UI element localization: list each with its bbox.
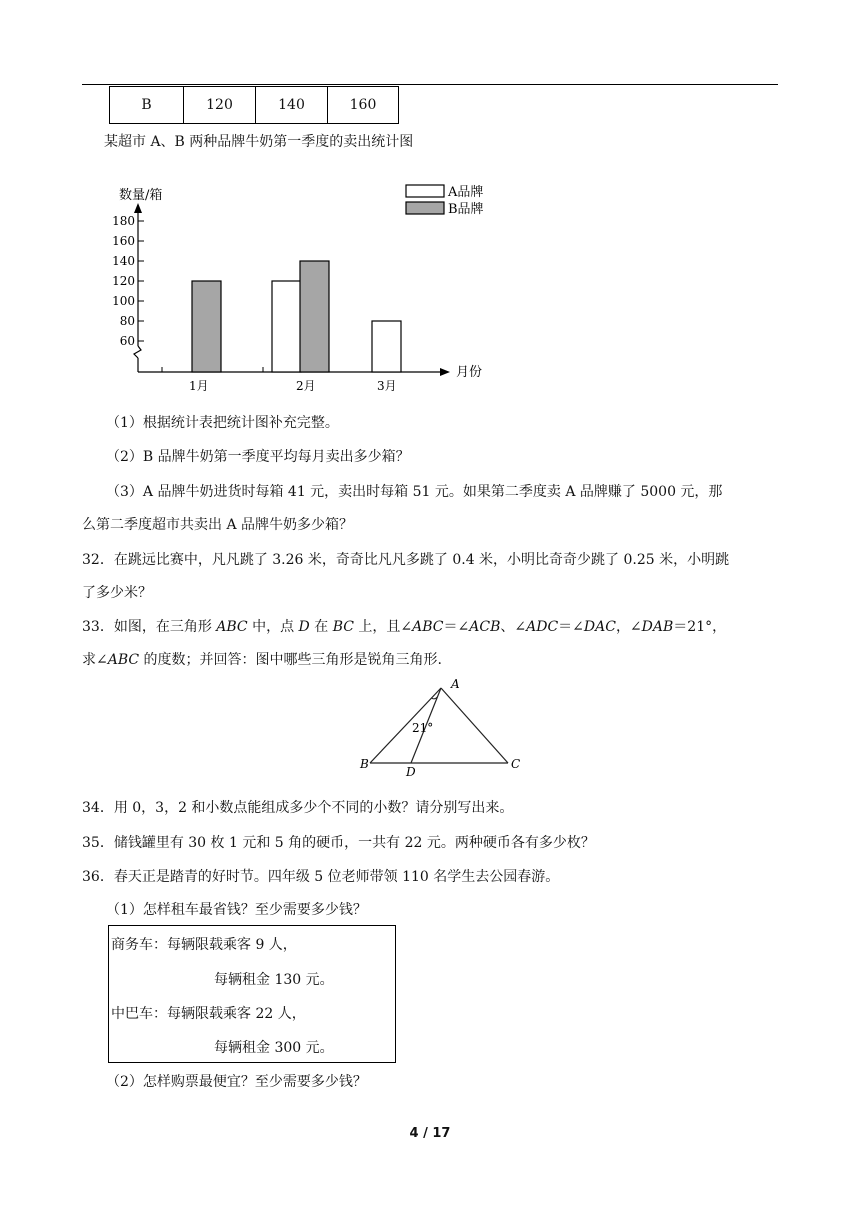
rental-info-box xyxy=(108,925,396,1063)
rental-line-1: 商务车：每辆限载乘客 9 人， xyxy=(111,937,297,953)
vertex-b-label: B xyxy=(360,757,369,771)
y-axis-label: 数量/箱 xyxy=(119,188,163,203)
q33-var: BC xyxy=(332,619,354,635)
bar-b-2 xyxy=(300,261,329,372)
side-ac xyxy=(441,688,508,763)
x-axis-arrow xyxy=(440,368,450,376)
page-number: 4 / 17 xyxy=(409,1126,451,1141)
y-tick-label: 100 xyxy=(112,294,135,308)
y-tick-label: 180 xyxy=(112,214,135,228)
bar-a-3 xyxy=(372,321,401,372)
axis-break-mark xyxy=(134,346,141,358)
x-axis-label: 月份 xyxy=(456,365,483,380)
q34: 34．用 0，3，2 和小数点能组成多少个不同的小数？请分别写出来。 xyxy=(82,800,514,816)
point-d-label: D xyxy=(406,765,416,779)
triangle-figure xyxy=(355,675,530,780)
bar-b-1 xyxy=(192,281,221,372)
angle-label: 21° xyxy=(412,721,434,735)
q33-var: ABC xyxy=(216,619,248,635)
q33-var: ACB xyxy=(469,619,501,635)
table-row xyxy=(110,87,399,124)
y-axis-arrow xyxy=(134,203,142,213)
legend-label: A品牌 xyxy=(448,185,484,200)
q35: 35．储钱罐里有 30 枚 1 元和 5 角的硬币，一共有 22 元。两种硬币各有多少枚？ xyxy=(82,835,595,851)
rental-line-2: 每辆租金 130 元。 xyxy=(214,972,334,988)
table-cell-feb: 140 xyxy=(256,87,328,124)
legend-swatch xyxy=(406,185,444,197)
bar-chart xyxy=(100,175,500,400)
y-tick-label: 140 xyxy=(112,254,135,268)
q31-sub3-line1: （3）A 品牌牛奶进货时每箱 41 元，卖出时每箱 51 元。如果第二季度卖 A 品牌赚了 5000 元，那 xyxy=(106,484,723,500)
q31-sub1: （1）根据统计表把统计图补充完整。 xyxy=(106,415,339,431)
y-tick-label: 120 xyxy=(112,274,135,288)
x-tick-label: 3月 xyxy=(377,379,397,393)
q33-text: ＝∠ xyxy=(558,619,584,635)
q33-text: 中，点 xyxy=(247,619,299,635)
vertex-a-label: A xyxy=(451,677,460,691)
q33-line2 xyxy=(82,650,442,670)
q33-text: ＝∠ xyxy=(443,619,470,635)
rental-line-3: 中巴车：每辆限载乘客 22 人， xyxy=(111,1006,306,1022)
stats-table xyxy=(109,86,399,124)
table-cell-mar: 160 xyxy=(328,87,399,124)
q36-intro: 36．春天正是踏青的好时节。四年级 5 位老师带领 110 名学生去公园春游。 xyxy=(82,869,560,885)
x-tick-label: 2月 xyxy=(296,379,316,393)
x-tick-label: 1月 xyxy=(189,379,209,393)
header-rule xyxy=(82,84,778,85)
table-cell-brand: B xyxy=(110,87,184,124)
q32-line1: 32．在跳远比赛中，凡凡跳了 3.26 米，奇奇比凡凡多跳了 0.4 米，小明比奇奇少跳了 0.25 米，小明跳 xyxy=(82,552,730,568)
legend-swatch xyxy=(406,202,444,214)
q33-text: 求∠ xyxy=(82,652,108,668)
q33-text: 33．如图，在三角形 xyxy=(82,619,217,635)
q33-var: DAB xyxy=(641,619,674,635)
q33-text: ，∠ xyxy=(615,619,642,635)
y-tick-label: 160 xyxy=(112,234,135,248)
q33-text: 在 xyxy=(309,619,333,635)
q33-var: DAC xyxy=(583,619,616,635)
q36-sub1: （1）怎样租车最省钱？至少需要多少钱？ xyxy=(106,902,367,918)
rental-line-4: 每辆租金 300 元。 xyxy=(214,1040,334,1056)
q33-var: ABC xyxy=(412,619,444,635)
y-tick-label: 60 xyxy=(119,334,135,348)
q33-text: ＝21°， xyxy=(673,619,727,635)
table-cell-jan: 120 xyxy=(184,87,256,124)
q31-sub3-line2: 么第二季度超市共卖出 A 品牌牛奶多少箱？ xyxy=(82,517,354,533)
q36-sub2: （2）怎样购票最便宜？至少需要多少钱？ xyxy=(106,1074,367,1090)
q33-line1 xyxy=(82,617,726,637)
bar-a-2 xyxy=(272,281,301,372)
vertex-c-label: C xyxy=(511,757,521,771)
q33-text: 、∠ xyxy=(500,619,527,635)
q32-line2: 了多少米？ xyxy=(82,585,152,601)
q33-text: 上，且∠ xyxy=(353,619,413,635)
q31-sub2: （2）B 品牌牛奶第一季度平均每月卖出多少箱？ xyxy=(106,449,410,465)
q33-var: ABC xyxy=(107,652,140,668)
chart-title: 某超市 A、B 两种品牌牛奶第一季度的卖出统计图 xyxy=(104,134,414,150)
q33-var: ADC xyxy=(526,619,559,635)
q33-var: D xyxy=(298,619,310,635)
legend-label: B品牌 xyxy=(448,202,484,217)
y-tick-label: 80 xyxy=(119,314,135,328)
q33-text: 的度数；并回答：图中哪些三角形是锐角三角形. xyxy=(139,652,443,668)
